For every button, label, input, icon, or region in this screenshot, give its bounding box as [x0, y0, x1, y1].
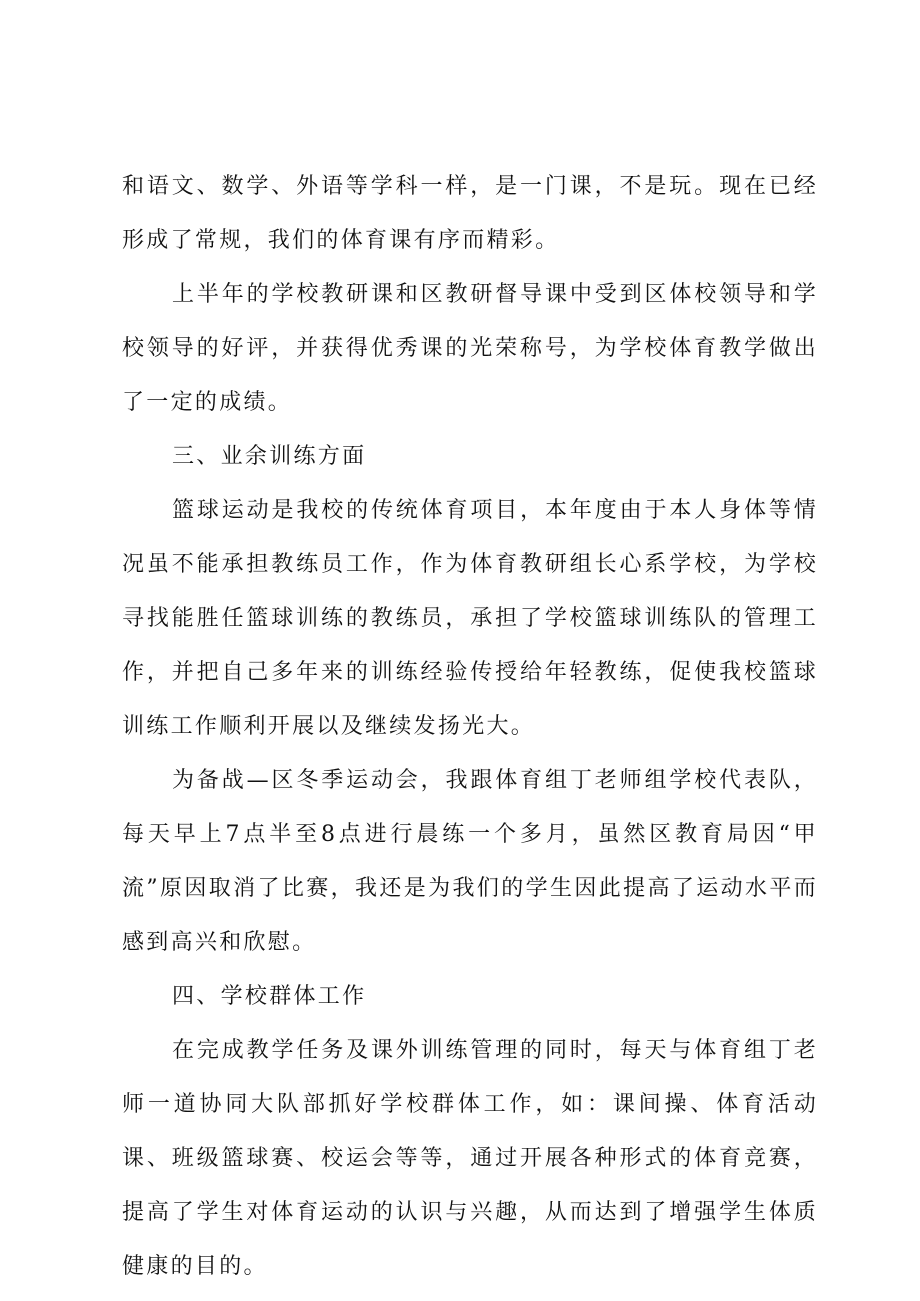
section-heading-group-work: 四、学校群体工作	[172, 984, 367, 1009]
paragraph-continuation: 和语文、数学、外语等学科一样，是一门课，不是玩。现在已经形成了常规，我们的体育课有序而精彩。	[122, 174, 818, 253]
paragraph-teaching-evaluation: 上半年的学校教研课和区教研督导课中受到区体校领导和学校领导的好评，并获得优秀课的光荣称号，为学校体育教学做出了一定的成绩。	[122, 282, 818, 415]
document-body	[122, 160, 818, 1294]
paragraph-basketball-training: 篮球运动是我校的传统体育项目，本年度由于本人身体等情况虽不能承担教练员工作，作为体育教研组长心系学校，为学校寻找能胜任篮球训练的教练员，承担了学校篮球训练队的管理工作，并把自己多年来的训练经验传授给年轻教练，促使我校篮球训练工作顺利开展以及继续发扬光大。	[122, 498, 818, 739]
paragraph-group-activities: 在完成教学任务及课外训练管理的同时，每天与体育组丁老师一道协同大队部抓好学校群体工作，如：课间操、体育活动课、班级篮球赛、校运会等等，通过开展各种形式的体育竞赛，提高了学生对体育运动的认识与兴趣，从而达到了增强学生体质健康的目的。	[122, 1038, 818, 1279]
paragraph-winter-games-prep: 为备战—区冬季运动会，我跟体育组丁老师组学校代表队，每天早上7点半至8点进行晨练一个多月，虽然区教育局因“甲流”原因取消了比赛，我还是为我们的学生因此提高了运动水平而感到高兴和欣慰。	[122, 768, 818, 955]
section-heading-amateur-training: 三、业余训练方面	[172, 444, 367, 469]
